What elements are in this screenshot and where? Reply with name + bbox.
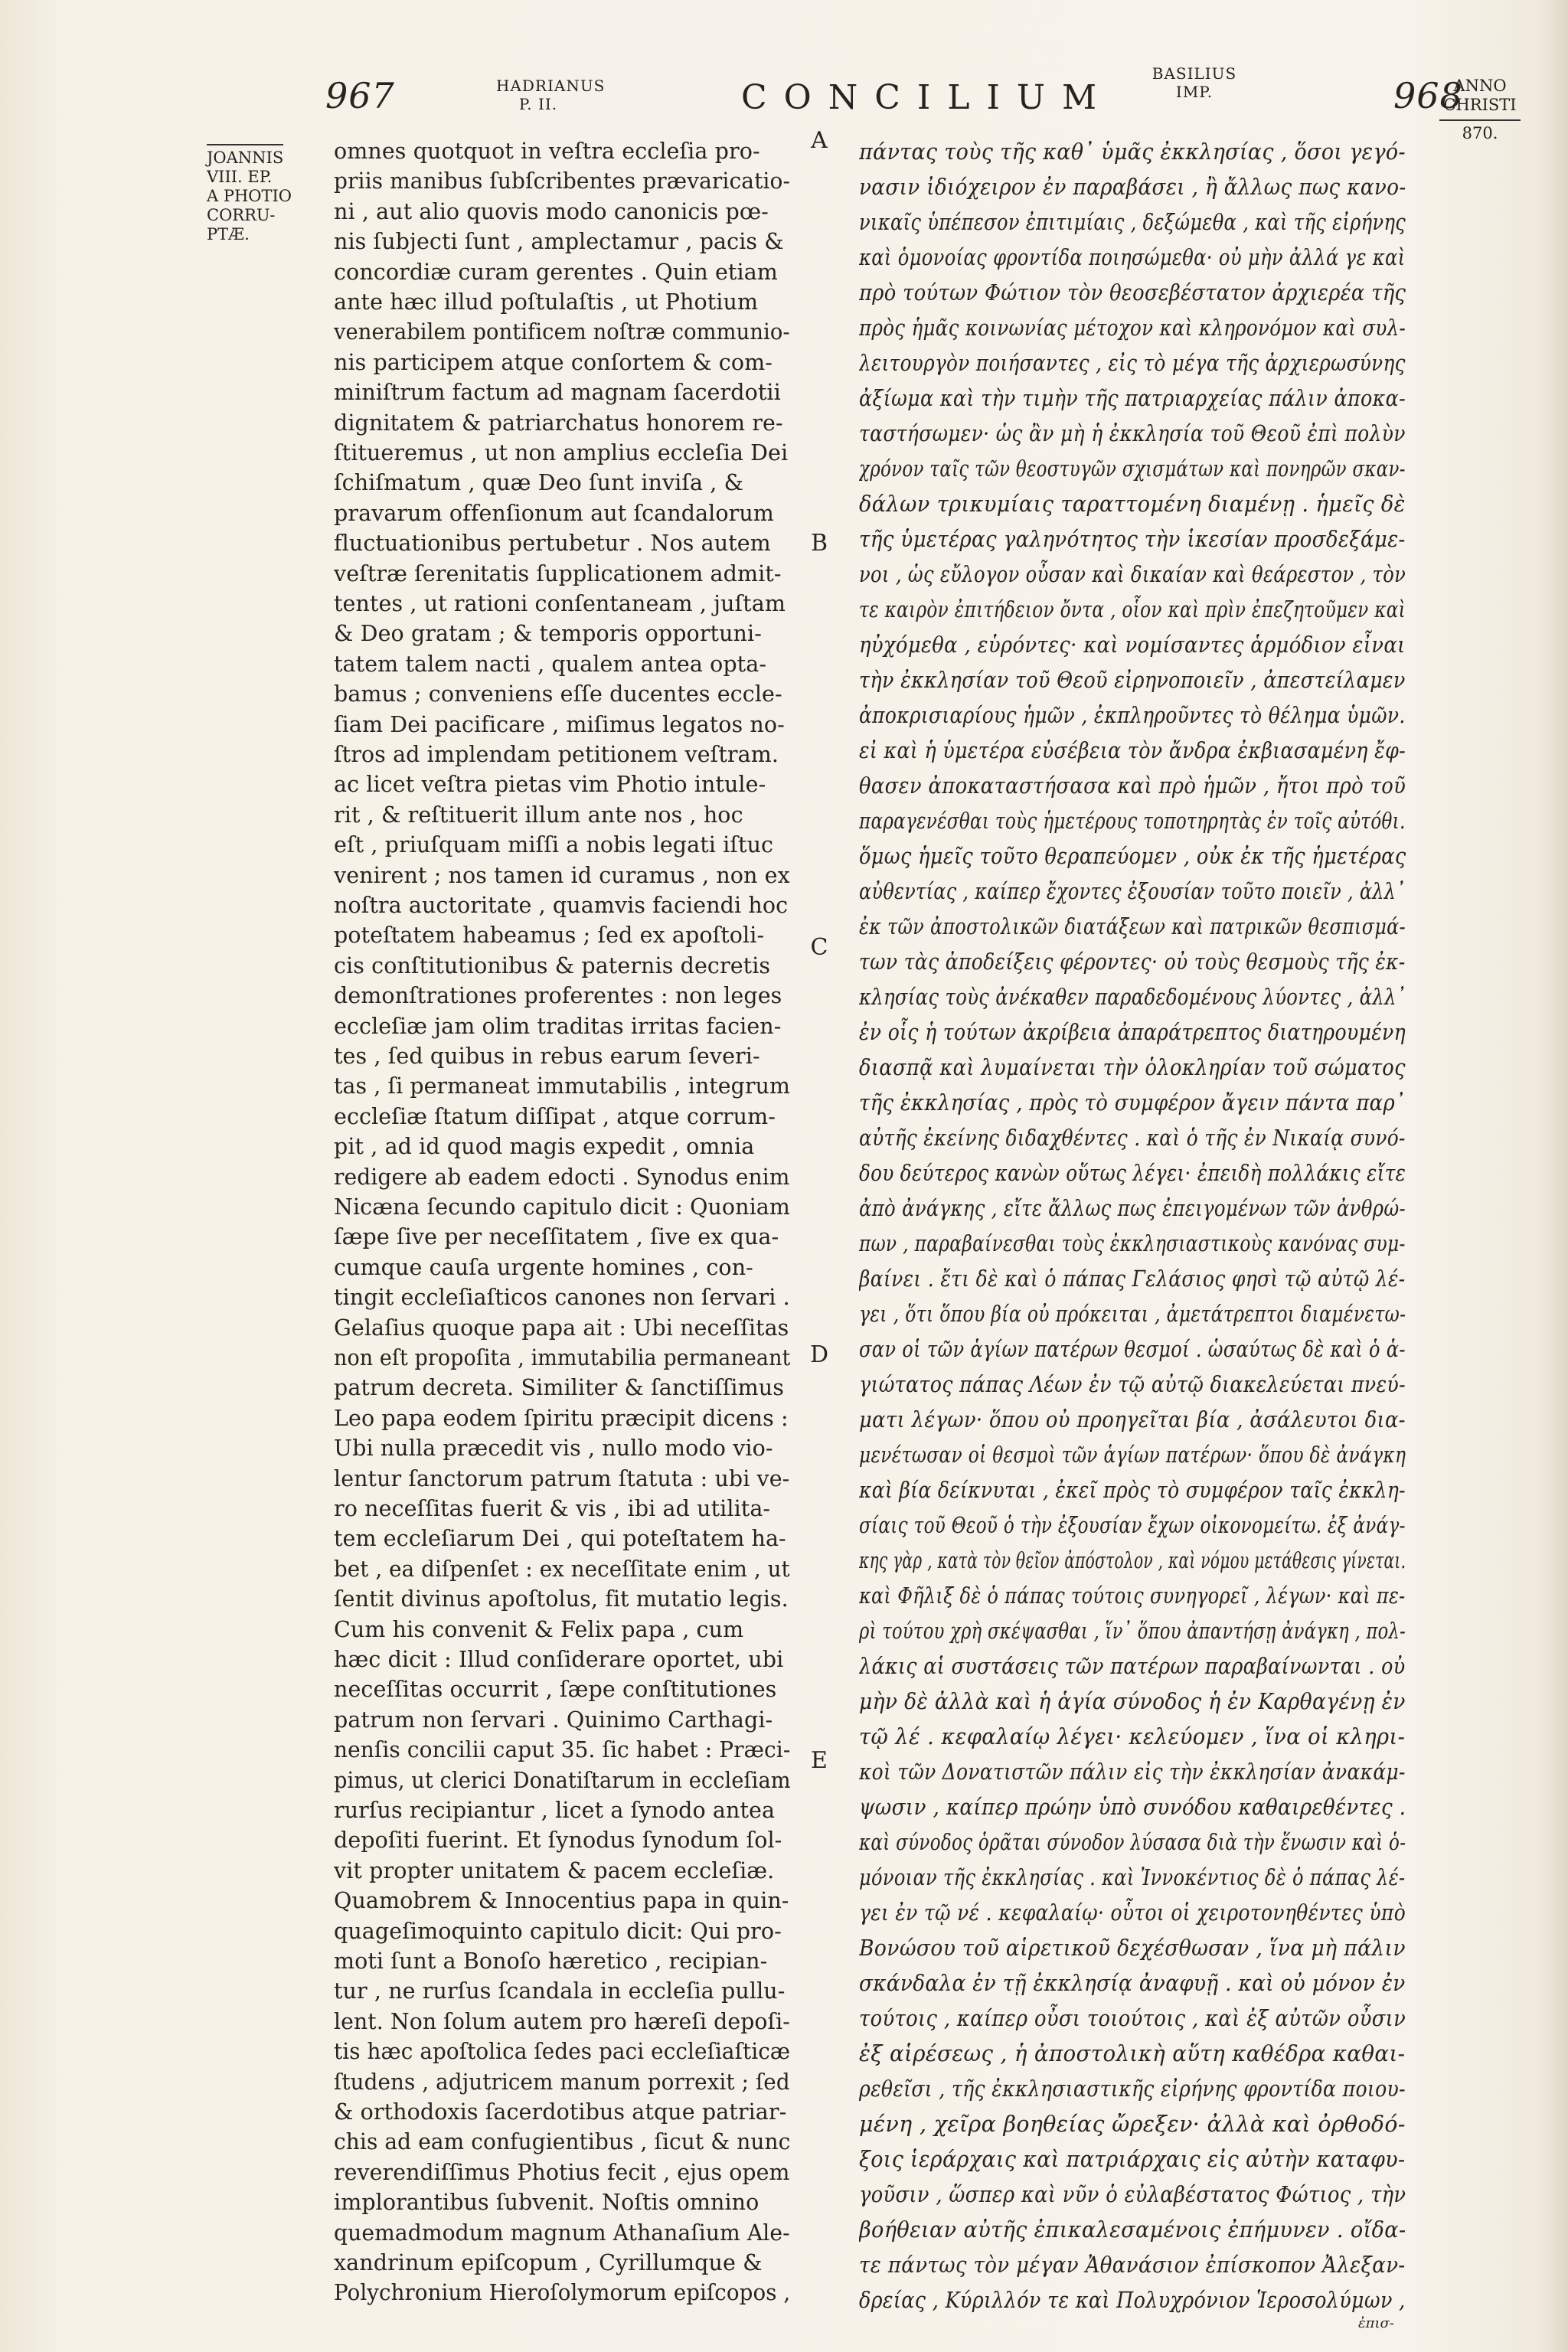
- margin-rule: [207, 144, 283, 145]
- text-line: δάλων τρικυμίαις ταραττομένη διαμένῃ . ἡμεῖς δὲ: [859, 491, 1406, 517]
- gutter-shadow: [1537, 0, 1568, 2352]
- text-line: ſchiſmatum , quæ Deo ſunt inviſa , &: [334, 470, 744, 496]
- text-line: pimus, ut clerici Donatiſtarum in eccleſiam: [334, 1767, 791, 1793]
- text-line: tas , ſi permaneat immutabilis , integrum: [334, 1073, 790, 1099]
- text-line: σαν οἱ τῶν ἁγίων πατέρων θεσμοί . ὡσαύτως δὲ καὶ ὁ ἁ-: [859, 1336, 1406, 1362]
- text-line: lent. Non ſolum autem pro hæreſi depoſi-: [334, 2008, 790, 2034]
- text-line: nis participem atque conſortem & com-: [334, 349, 773, 375]
- text-line: cis conſtitutionibus & paternis decretis: [334, 952, 771, 978]
- text-line: ro neceſſitas fuerit & vis , ibi ad utilita-: [334, 1496, 771, 1521]
- text-line: γοῦσιν , ὥσπερ καὶ νῦν ὁ εὐλαβέστατος Φώτιος , τὴν: [859, 2181, 1406, 2207]
- text-line: cumque cauſa urgente homines , con-: [334, 1254, 753, 1280]
- text-line: eccleſiæ jam olim traditas irritas facien-: [334, 1013, 782, 1039]
- text-line: Leo papa eodem ſpiritu præcipit dicens :: [334, 1405, 789, 1431]
- text-line: demonſtrationes proferentes : non leges: [334, 983, 782, 1009]
- text-line: ἀξίωμα καὶ τὴν τιμὴν τῆς πατριαρχείας πάλιν ἀποκα-: [859, 385, 1406, 411]
- text-line: μόνοιαν τῆς ἐκκλησίας . καὶ Ἰννοκέντιος δὲ ὁ πάπας λέ-: [859, 1864, 1406, 1890]
- text-line: tentes , ut rationi conſentaneam , juſtam: [334, 591, 786, 616]
- section-letter-c: C: [810, 934, 828, 961]
- text-line: δρείας , Κύριλλόν τε καὶ Πολυχρόνιον Ἱεροσολύμων ,: [859, 2287, 1406, 2313]
- text-line: Polychronium Hieroſolymorum epiſcopos ,: [334, 2280, 791, 2306]
- text-line: tatem talem nacti , qualem antea opta-: [334, 651, 767, 677]
- text-line: tingit eccleſiaſticos canones non ſervari .: [334, 1285, 790, 1311]
- text-line: λάκις αἱ συστάσεις τῶν πατέρων παραβαίνωνται . οὐ: [859, 1653, 1406, 1679]
- text-line: ὅμως ἡμεῖς τοῦτο θεραπεύομεν , οὐκ ἐκ τῆς ἡμετέρας: [859, 843, 1406, 869]
- running-head-left-line: HADRIANUS: [496, 77, 606, 95]
- text-line: Ubi nulla præcedit vis , nullo modo vio-: [334, 1436, 773, 1462]
- margin-note-left: [207, 142, 314, 244]
- text-line: bet , ea diſpenſet : ex neceſſitate enim , ut: [334, 1556, 790, 1582]
- running-head-right-line: BASILIUS: [1152, 64, 1237, 83]
- running-head-left: [496, 77, 606, 113]
- text-line: redigere ab eadem edocti . Synodus enim: [334, 1164, 790, 1190]
- text-line: miniſtrum factum ad magnam ſacerdotii: [334, 380, 781, 406]
- text-line: παραγενέσθαι τοὺς ἡμετέρους τοποτηρητὰς ἐν τοῖς αὐτόθι.: [859, 808, 1406, 834]
- text-line: quemadmodum magnum Athanaſium Ale-: [334, 2220, 790, 2246]
- text-line: & Deo gratam ; & temporis opportuni-: [334, 621, 762, 647]
- text-line: γει ἐν τῷ νέ . κεφαλαίῳ· οὗτοι οἱ χειροτονηθέντες ὑπὸ: [859, 1900, 1406, 1926]
- text-line: ἐκ τῶν ἀποστολικῶν διατάξεων καὶ πατρικῶν θεσπισμά-: [859, 913, 1406, 939]
- page-number-left: 967: [325, 75, 395, 116]
- text-line: moti ſunt a Bonoſo hæretico , recipian-: [334, 1949, 768, 1974]
- section-letter-e: E: [811, 1747, 828, 1774]
- text-line: τε πάντως τὸν μέγαν Ἀθανάσιον ἐπίσκοπον Ἀλεξαν-: [859, 2252, 1406, 2278]
- margin-note-line: CORRU-: [207, 206, 276, 224]
- text-line: καὶ Φῆλιξ δὲ ὁ πάπας τούτοις συνηγορεῖ , λέγων· καὶ πε-: [859, 1583, 1406, 1609]
- text-line: βαίνει . ἔτι δὲ καὶ ὁ πάπας Γελάσιος φησὶ τῷ αὐτῷ λέ-: [859, 1266, 1406, 1292]
- text-line: καὶ ὁμονοίας φροντίδα ποιησώμεθα· οὐ μὴν ἀλλά γε καὶ: [859, 244, 1406, 270]
- text-line: αὐτῆς ἐκείνης διδαχθέντες . καὶ ὁ τῆς ἐν Νικαίᾳ συνό-: [859, 1125, 1406, 1151]
- text-line: ſentit divinus apoſtolus, fit mutatio legis.: [334, 1586, 789, 1612]
- margin-rule: [1439, 119, 1521, 121]
- margin-note-line: ANNO: [1453, 77, 1507, 95]
- text-line: priis manibus ſubſcribentes prævaricatio-: [334, 168, 790, 194]
- text-line: κοὶ τῶν Δονατιστῶν πάλιν εἰς τὴν ἐκκλησίαν ἀνακάμ-: [859, 1759, 1406, 1785]
- text-line: χρόνον ταῖς τῶν θεοστυγῶν σχισμάτων καὶ πονηρῶν σκαν-: [859, 456, 1406, 482]
- text-line: ἀποκρισιαρίους ἡμῶν , ἐκπληροῦντες τὸ θέλημα ὑμῶν.: [859, 702, 1406, 728]
- text-line: καὶ βία δείκνυται , ἐκεῖ πρὸς τὸ συμφέρον ταῖς ἐκκλη-: [859, 1477, 1406, 1503]
- text-line: ξοις ἱεράρχαις καὶ πατριάρχαις εἰς αὐτὴν καταφυ-: [859, 2146, 1406, 2172]
- text-line: τὴν ἐκκλησίαν τοῦ Θεοῦ εἰρηνοποιεῖν , ἀπεστείλαμεν: [859, 667, 1406, 693]
- text-line: tur , ne rurſus ſcandala in eccleſia pullu-: [334, 1978, 786, 2004]
- text-line: πάντας τοὺς τῆς καθ᾽ ὑμᾶς ἐκκλησίας , ὅσοι γεγό-: [859, 139, 1406, 165]
- text-line: Gelaſius quoque papa ait : Ubi neceſſitas: [334, 1315, 789, 1341]
- running-head-right: [1148, 64, 1240, 101]
- text-line: τῷ λέ . κεφαλαίῳ λέγει· κελεύομεν , ἵνα οἱ κληρι-: [859, 1723, 1406, 1749]
- text-line: εἰ καὶ ἡ ὑμετέρα εὐσέβεια τὸν ἄνδρα ἐκβιασαμένη ἔφ-: [859, 737, 1406, 763]
- text-line: καὶ σύνοδος ὁρᾶται σύνοδον λύσασα διὰ τὴν ἕνωσιν καὶ ὁ-: [859, 1829, 1406, 1855]
- text-line: venirent ; nos tamen id curamus , non ex: [334, 862, 790, 888]
- text-line: νασιν ἰδιόχειρον ἐν παραβάσει , ἢ ἄλλως πως κανο-: [859, 174, 1406, 200]
- text-line: γει , ὅτι ὅπου βία οὐ πρόκειται , ἀμετάτρεπτοι διαμένετω-: [859, 1301, 1406, 1327]
- text-line: eccleſiæ ſtatum diſſipat , atque corrum-: [334, 1103, 776, 1129]
- text-line: implorantibus ſubvenit. Noſtis omnino: [334, 2190, 760, 2216]
- text-line: Cum his convenit & Felix papa , cum: [334, 1616, 744, 1642]
- text-line: ηὐχόμεθα , εὑρόντες· καὶ νομίσαντες ἁρμόδιον εἶναι: [859, 632, 1406, 658]
- text-line: nenſis concilii caput 35. ſic habet : Præci-: [334, 1737, 791, 1763]
- text-line: lentur ſanctorum patrum ſtatuta : ubi ve-: [334, 1465, 790, 1491]
- text-line: Nicæna ſecundo capitulo dicit : Quoniam: [334, 1194, 790, 1220]
- text-line: pit , ad id quod magis expedit , omnia: [334, 1134, 755, 1160]
- text-line: Quamobrem & Innocentius papa in quin-: [334, 1888, 789, 1914]
- text-line: νοι , ὡς εὔλογον οὖσαν καὶ δικαίαν καὶ θεάρεστον , τὸν: [859, 561, 1406, 587]
- text-line: αὐθεντίας , καίπερ ἔχοντες ἐξουσίαν τοῦτο ποιεῖν , ἀλλ᾽: [859, 878, 1406, 904]
- margin-note-line: CHRISTI: [1443, 96, 1517, 114]
- text-line: patrum decreta. Similiter & ſanctiſſimus: [334, 1375, 784, 1401]
- text-line: σκάνδαλα ἐν τῇ ἐκκλησίᾳ ἀναφυῇ . καὶ οὐ μόνον ἐν: [859, 1970, 1406, 1996]
- text-line: non eſt propoſita , immutabilia permaneant: [334, 1345, 791, 1370]
- margin-note-line: PTÆ.: [207, 225, 250, 243]
- text-line: pravarum offenſionum aut ſcandalorum: [334, 500, 774, 526]
- text-line: fluctuationibus pertubetur . Nos autem: [334, 531, 771, 557]
- text-line: δου δεύτερος κανὼν οὕτως λέγει· ἐπειδὴ πολλάκις εἴτε: [859, 1160, 1406, 1186]
- text-line: τῆς ὑμετέρας γαληνότητος τὴν ἱκεσίαν προσδεξάμε-: [859, 526, 1406, 552]
- text-line: omnes quotquot in veſtra eccleſia pro-: [334, 139, 760, 164]
- text-line: reverendiſſimus Photius fecit , ejus opem: [334, 2159, 790, 2185]
- text-line: λειτουργὸν ποιήσαντες , εἰς τὸ μέγα τῆς ἀρχιερωσύνης: [859, 350, 1406, 376]
- text-line: σίαις τοῦ Θεοῦ ὁ τὴν ἐξουσίαν ἔχων οἰκονομείτω. ἐξ ἀνάγ-: [859, 1512, 1406, 1538]
- text-line: μένη , χεῖρα βοηθείας ὤρεξεν· ἀλλὰ καὶ ὀρθοδό-: [859, 2111, 1406, 2137]
- text-line: γιώτατος πάπας Λέων ἐν τῷ αὐτῷ διακελεύεται πνεύ-: [859, 1371, 1406, 1397]
- text-line: eſt , priuſquam miſſi a nobis legati iſtuc: [334, 832, 774, 858]
- text-line: τούτοις , καίπερ οὖσι τοιούτοις , καὶ ἐξ αὐτῶν οὖσιν: [859, 2005, 1406, 2031]
- text-line: ſtitueremus , ut non amplius eccleſia Dei: [334, 440, 789, 466]
- text-line: neceſſitas occurrit , ſæpe conſtitutiones: [334, 1677, 777, 1703]
- catchword: ἐπισ-: [1358, 2315, 1394, 2331]
- text-line: ρεθεῖσι , τῆς ἐκκλησιαστικῆς εἰρήνης φροντίδα ποιου-: [859, 2076, 1406, 2102]
- text-line: bamus ; conveniens eſſe ducentes eccle-: [334, 681, 782, 707]
- margin-note-line: A PHOTIO: [207, 187, 292, 205]
- text-line: μενέτωσαν οἱ θεσμοὶ τῶν ἁγίων πατέρων· ὅπου δὲ ἀνάγκη: [859, 1442, 1406, 1468]
- text-line: πων , παραβαίνεσθαι τοὺς ἐκκλησιαστικοὺς κανόνας συμ-: [859, 1230, 1406, 1256]
- text-line: ἀπὸ ἀνάγκης , εἴτε ἄλλως πως ἐπειγομένων τῶν ἀνθρώ-: [859, 1195, 1406, 1221]
- text-line: ante hæc illud poſtulaſtis , ut Photium: [334, 289, 759, 315]
- text-line: vit propter unitatem & pacem eccleſiæ.: [334, 1857, 775, 1883]
- running-head-right-line: IMP.: [1175, 83, 1214, 101]
- section-letter-d: D: [809, 1341, 829, 1368]
- text-line: πρὸς ἡμᾶς κοινωνίας μέτοχον καὶ κληρονόμον καὶ συλ-: [859, 315, 1406, 341]
- section-letter-b: B: [810, 530, 828, 557]
- text-line: βοήθειαν αὐτῆς ἐπικαλεσαμένοις ἐπήμυνεν . οἴδα-: [859, 2216, 1406, 2243]
- running-head-left-line: P. II.: [518, 95, 558, 113]
- margin-note-line: 870.: [1462, 124, 1498, 142]
- text-line: των τὰς ἀποδείξεις φέροντες· οὐ τοὺς θεσμοὺς τῆς ἐκ-: [859, 949, 1406, 975]
- text-line: πρὸ τούτων Φώτιον τὸν θεοσεβέστατον ἀρχιερέα τῆς: [859, 279, 1406, 305]
- text-line: quageſimoquinto capitulo dicit: Qui pro-: [334, 1918, 782, 1944]
- text-line: tem eccleſiarum Dei , qui poteſtatem ha-: [334, 1526, 786, 1552]
- text-line: chis ad eam confugientibus , ſicut & nunc: [334, 2129, 791, 2155]
- text-line: depoſiti fuerint. Et ſynodus ſynodum ſol-: [334, 1828, 782, 1854]
- text-line: veſtræ ſerenitatis ſupplicationem admit-: [334, 560, 782, 586]
- text-line: διασπᾷ καὶ λυμαίνεται τὴν ὁλοκληρίαν τοῦ σώματος: [859, 1054, 1406, 1080]
- text-line: patrum non ſervari . Quinimo Carthagi-: [334, 1707, 773, 1733]
- margin-note-line: JOANNIS: [207, 149, 284, 167]
- margin-note-right: [1439, 77, 1521, 143]
- text-line: dignitatem & patriarchatus honorem re-: [334, 410, 783, 436]
- text-line: ſtudens , adjutricem manum porrexit ; ſed: [334, 2069, 790, 2095]
- text-line: xandrinum epiſcopum , Cyrillumque &: [334, 2250, 763, 2275]
- margin-note-line: VIII. EP.: [207, 168, 273, 186]
- text-line: ματι λέγων· ὅπου οὐ προηγεῖται βία , ἀσάλευτοι δια-: [859, 1406, 1406, 1432]
- text-line: ρὶ τούτου χρὴ σκέψασθαι , ἵν᾽ ὅπου ἀπαντήσῃ ἀνάγκη , πολ-: [859, 1618, 1406, 1644]
- page-number-right: 968: [1393, 75, 1463, 116]
- running-head-title: CONCILIUM: [741, 78, 1114, 117]
- text-line: hæc dicit : Illud conſiderare oportet, ubi: [334, 1647, 784, 1672]
- text-line: concordiæ curam gerentes . Quin etiam: [334, 259, 778, 285]
- text-line: ſæpe ſive per neceſſitatem , ſive ex qua-: [334, 1224, 779, 1250]
- text-line: rit , & reſtituerit illum ante nos , hoc: [334, 802, 743, 828]
- text-line: tis hæc apoſtolica ſedes paci eccleſiaſticæ: [334, 2039, 790, 2065]
- text-line: ψωσιν , καίπερ πρώην ὑπὸ συνόδου καθαιρεθέντες .: [859, 1794, 1406, 1820]
- text-line: θασεν ἀποκαταστήσασα καὶ πρὸ ἡμῶν , ἤτοι πρὸ τοῦ: [859, 773, 1406, 799]
- text-line: ἐν οἷς ἡ τούτων ἀκρίβεια ἀπαράτρεπτος διατηρουμένη: [859, 1019, 1406, 1045]
- text-line: & orthodoxis ſacerdotibus atque patriar-: [334, 2099, 787, 2125]
- text-line: ταστήσωμεν· ὡς ἂν μὴ ἡ ἐκκλησία τοῦ Θεοῦ ἐπὶ πολὺν: [859, 420, 1406, 446]
- text-line: κλησίας τοὺς ἀνέκαθεν παραδεδομένους λύοντες , ἀλλ᾽: [859, 984, 1406, 1010]
- text-line: tes , ſed quibus in rebus earum ſeveri-: [334, 1044, 760, 1069]
- text-line: ſtros ad implendam petitionem veſtram.: [334, 742, 779, 767]
- text-line: ac licet veſtra pietas vim Photio intule-: [334, 772, 766, 798]
- text-line: τῆς ἐκκλησίας , πρὸς τὸ συμφέρον ἄγειν πάντα παρ᾽: [859, 1089, 1406, 1116]
- text-line: noſtra auctoritate , quamvis faciendi hoc: [334, 893, 789, 918]
- text-line: rurſus recipiantur , licet a ſynodo antea: [334, 1798, 776, 1823]
- text-line: νικαῖς ὑπέπεσον ἐπιτιμίαις , δεξώμεθα , καὶ τῆς εἰρήνης: [859, 209, 1406, 235]
- section-letter-a: A: [811, 127, 828, 154]
- text-line: poteſtatem habeamus ; ſed ex apoſtoli-: [334, 923, 765, 949]
- text-line: ἐξ αἱρέσεως , ἡ ἀποστολικὴ αὕτη καθέδρα καθαι-: [859, 2040, 1406, 2066]
- text-line: ni , aut alio quovis modo canonicis pœ-: [334, 198, 769, 224]
- text-line: venerabilem pontificem noſtræ communio-: [334, 319, 790, 345]
- text-line: κης γὰρ , κατὰ τὸν θεῖον ἀπόστολον , καὶ νόμου μετάθεσις γίνεται.: [859, 1547, 1406, 1573]
- text-line: nis ſubjecti ſunt , amplectamur , pacis &: [334, 229, 784, 255]
- text-line: τε καιρὸν ἐπιτήδειον ὄντα , οἷον καὶ πρὶν ἐπεζητοῦμεν καὶ: [859, 596, 1406, 622]
- text-line: ſiam Dei pacificare , miſimus legatos no-: [334, 711, 785, 737]
- text-line: μὴν δὲ ἀλλὰ καὶ ἡ ἁγία σύνοδος ἡ ἐν Καρθαγένῃ ἐν: [859, 1688, 1406, 1714]
- text-line: Βονώσου τοῦ αἱρετικοῦ δεχέσθωσαν , ἵνα μὴ πάλιν: [859, 1935, 1406, 1961]
